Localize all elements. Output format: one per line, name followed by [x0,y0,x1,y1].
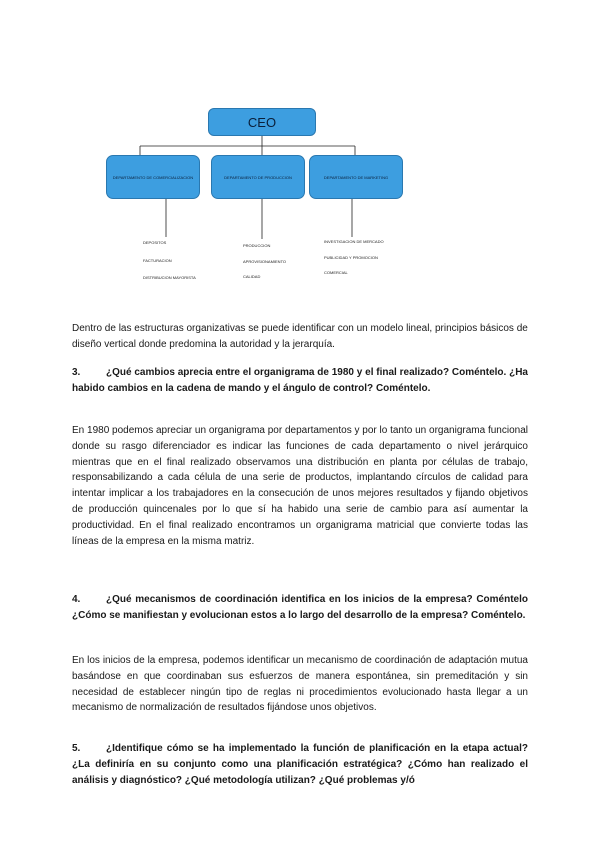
sub-item: PRODUCCION [243,243,271,248]
dept-marketing-box: DEPARTAMENTO DE MARKETING [309,155,403,199]
question-4: 4. ¿Qué mecanismos de coordinación identifica en los inicios de la empresa? Coméntelo ¿Cómo se manifiestan y evolucionan estos a lo largo del desarrollo de la empresa? Coméntelo. [72,594,528,621]
answer-3: En 1980 podemos apreciar un organigrama por departamentos y por lo tanto un organigrama funcional donde su rasgo diferenciador es indicar las funciones de cada departamento o nivel jerárquico mientras que en el final realizado observamos una distribución en planta por células de trabajo, responsabilizando a cada célula de una serie de productos, implantando círculos de calidad para intentar implicar a los trabajadores en la consecución de unos mejores resultados y fijando objetivos de producción quincenales por lo que sí ha habido una serie de cambio para así aumentar la productividad. En el final realizado encontramos un organigrama matricial que convierte todas las líneas de la empresa en la misma matriz. [72,425,528,547]
ceo-box: CEO [208,108,316,136]
org-chart [0,0,600,300]
question-5: 5. ¿Identifique cómo se ha implementado la función de planificación en la etapa actual? ¿La definiría en su conjunto como una planificación estratégica? ¿Cómo han realizado el análisis y diagnóstico? ¿Qué metodología utilizan? ¿Qué problemas y/ó [72,743,528,786]
sub-item: PUBLICIDAD Y PROMOCION [324,255,378,260]
sub-item: INVESTIGACION DE MERCADO [324,239,384,244]
answer-4: En los inicios de la empresa, podemos identificar un mecanismo de coordinación de adaptación mutua basándose en que coordinaban sus esfuerzos de manera espontánea, sin premeditación y sin necesidad de establecer ningún tipo de reglas ni procedimientos evolucionado hasta llegar a un mecanismo de normalización de resultados fijándose unos objetivos. [72,655,528,714]
intro-paragraph: Dentro de las estructuras organizativas se puede identificar con un modelo lineal, principios básicos de diseño vertical donde predomina la autoridad y la jerarquía. [72,323,528,350]
sub-item: DISTRIBUCION MAYORISTA [143,275,196,280]
dept-produccion-box: DEPARTAMENTO DE PRODUCCION [211,155,305,199]
dept-comercializacion-box: DEPARTAMENTO DE COMERCIALIZACION [106,155,200,199]
sub-item: FACTURACION [143,258,172,263]
sub-item: COMERCIAL [324,270,348,275]
question-3: 3. ¿Qué cambios aprecia entre el organigrama de 1980 y el final realizado? Coméntelo. ¿Ha habido cambios en la cadena de mando y el ángulo de control? Coméntelo. [72,367,528,394]
org-chart-connectors [0,0,600,300]
sub-item: APROVISIONAMIENTO [243,259,287,264]
sub-item: DEPOSITOS [143,240,167,245]
sub-item: CALIDAD [243,274,261,279]
